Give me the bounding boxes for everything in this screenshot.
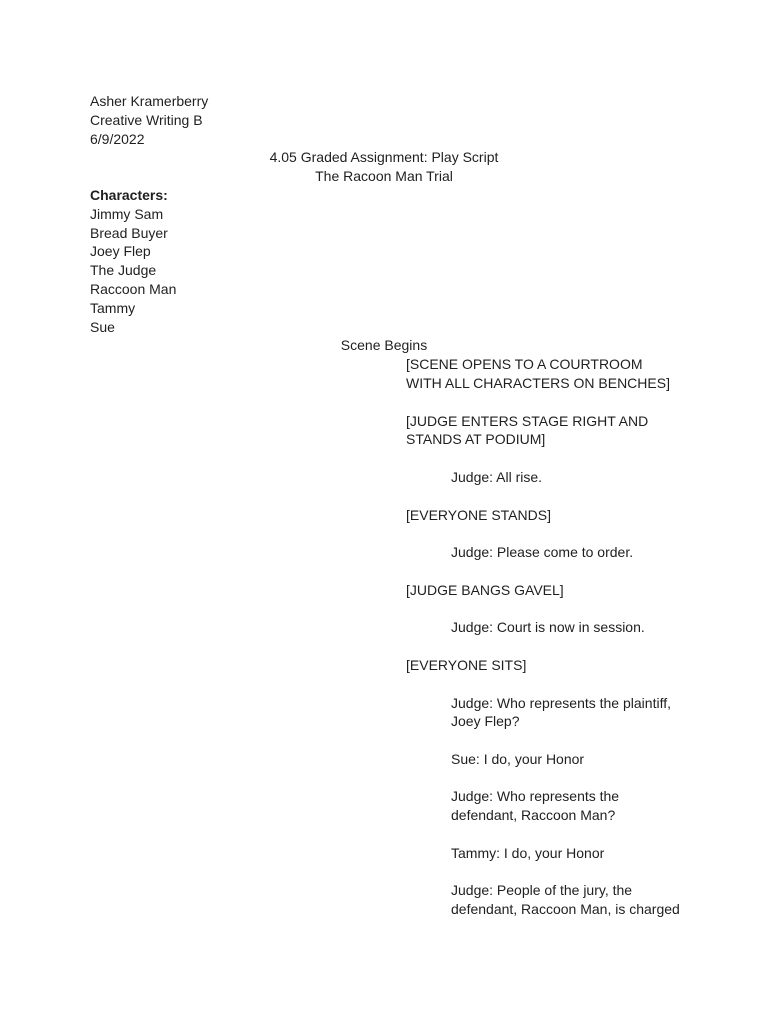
dialogue-line: Judge: Who represents the plaintiff, (451, 694, 671, 711)
dialogue (0, 543, 768, 562)
play-title: The Racoon Man Trial (315, 168, 453, 185)
document-header (0, 92, 768, 148)
stage-direction (0, 656, 768, 675)
scene-heading: Scene Begins (340, 337, 428, 354)
assignment-title: 4.05 Graded Assignment: Play Script (269, 149, 499, 166)
stage-direction (0, 412, 768, 450)
dialogue-line: Sue: I do, your Honor (451, 750, 585, 767)
stage-direction-line: WITH ALL CHARACTERS ON BENCHES] (406, 374, 670, 391)
document-body (0, 92, 768, 919)
dialogue-line: Judge: Please come to order. (451, 544, 634, 561)
stage-direction-line: [EVERYONE STANDS] (406, 506, 551, 523)
dialogue (0, 468, 768, 487)
title-block (0, 148, 768, 186)
stage-direction (0, 581, 768, 600)
stage-direction (0, 355, 768, 393)
dialogue (0, 750, 768, 769)
character-list (0, 186, 768, 336)
dialogue (0, 881, 768, 919)
dialogue-line: defendant, Raccoon Man, is charged (451, 901, 680, 918)
dialogue-line: Judge: Court is now in session. (451, 619, 645, 636)
script (0, 336, 768, 919)
stage-direction (0, 506, 768, 525)
dialogue (0, 787, 768, 825)
dialogue-line: Judge: All rise. (451, 468, 543, 485)
character-item: Tammy (90, 299, 136, 316)
character-item: Jimmy Sam (90, 205, 164, 222)
dialogue (0, 844, 768, 863)
characters-heading: Characters: (90, 186, 168, 203)
dialogue-line: Judge: People of the jury, the (451, 882, 633, 899)
stage-direction-line: STANDS AT PODIUM] (406, 431, 546, 448)
stage-direction-line: [SCENE OPENS TO A COURTROOM (406, 356, 643, 373)
document-date: 6/9/2022 (90, 130, 145, 147)
dialogue-line: Judge: Who represents the (451, 788, 620, 805)
dialogue-line: Joey Flep? (451, 713, 520, 730)
stage-direction-line: [JUDGE BANGS GAVEL] (406, 581, 564, 598)
author-name: Asher Kramerberry (90, 93, 209, 109)
character-item: Bread Buyer (90, 224, 168, 241)
character-item: Sue (90, 318, 115, 335)
dialogue-line: Tammy: I do, your Honor (451, 844, 605, 861)
character-item: Raccoon Man (90, 280, 177, 297)
dialogue-line: defendant, Raccoon Man? (451, 807, 616, 824)
stage-direction-line: [EVERYONE SITS] (406, 656, 527, 673)
course-name: Creative Writing B (90, 111, 203, 128)
character-item: The Judge (90, 262, 157, 279)
dialogue (0, 618, 768, 637)
dialogue (0, 694, 768, 732)
character-item: Joey Flep (90, 243, 151, 260)
stage-direction-line: [JUDGE ENTERS STAGE RIGHT AND (406, 412, 649, 429)
